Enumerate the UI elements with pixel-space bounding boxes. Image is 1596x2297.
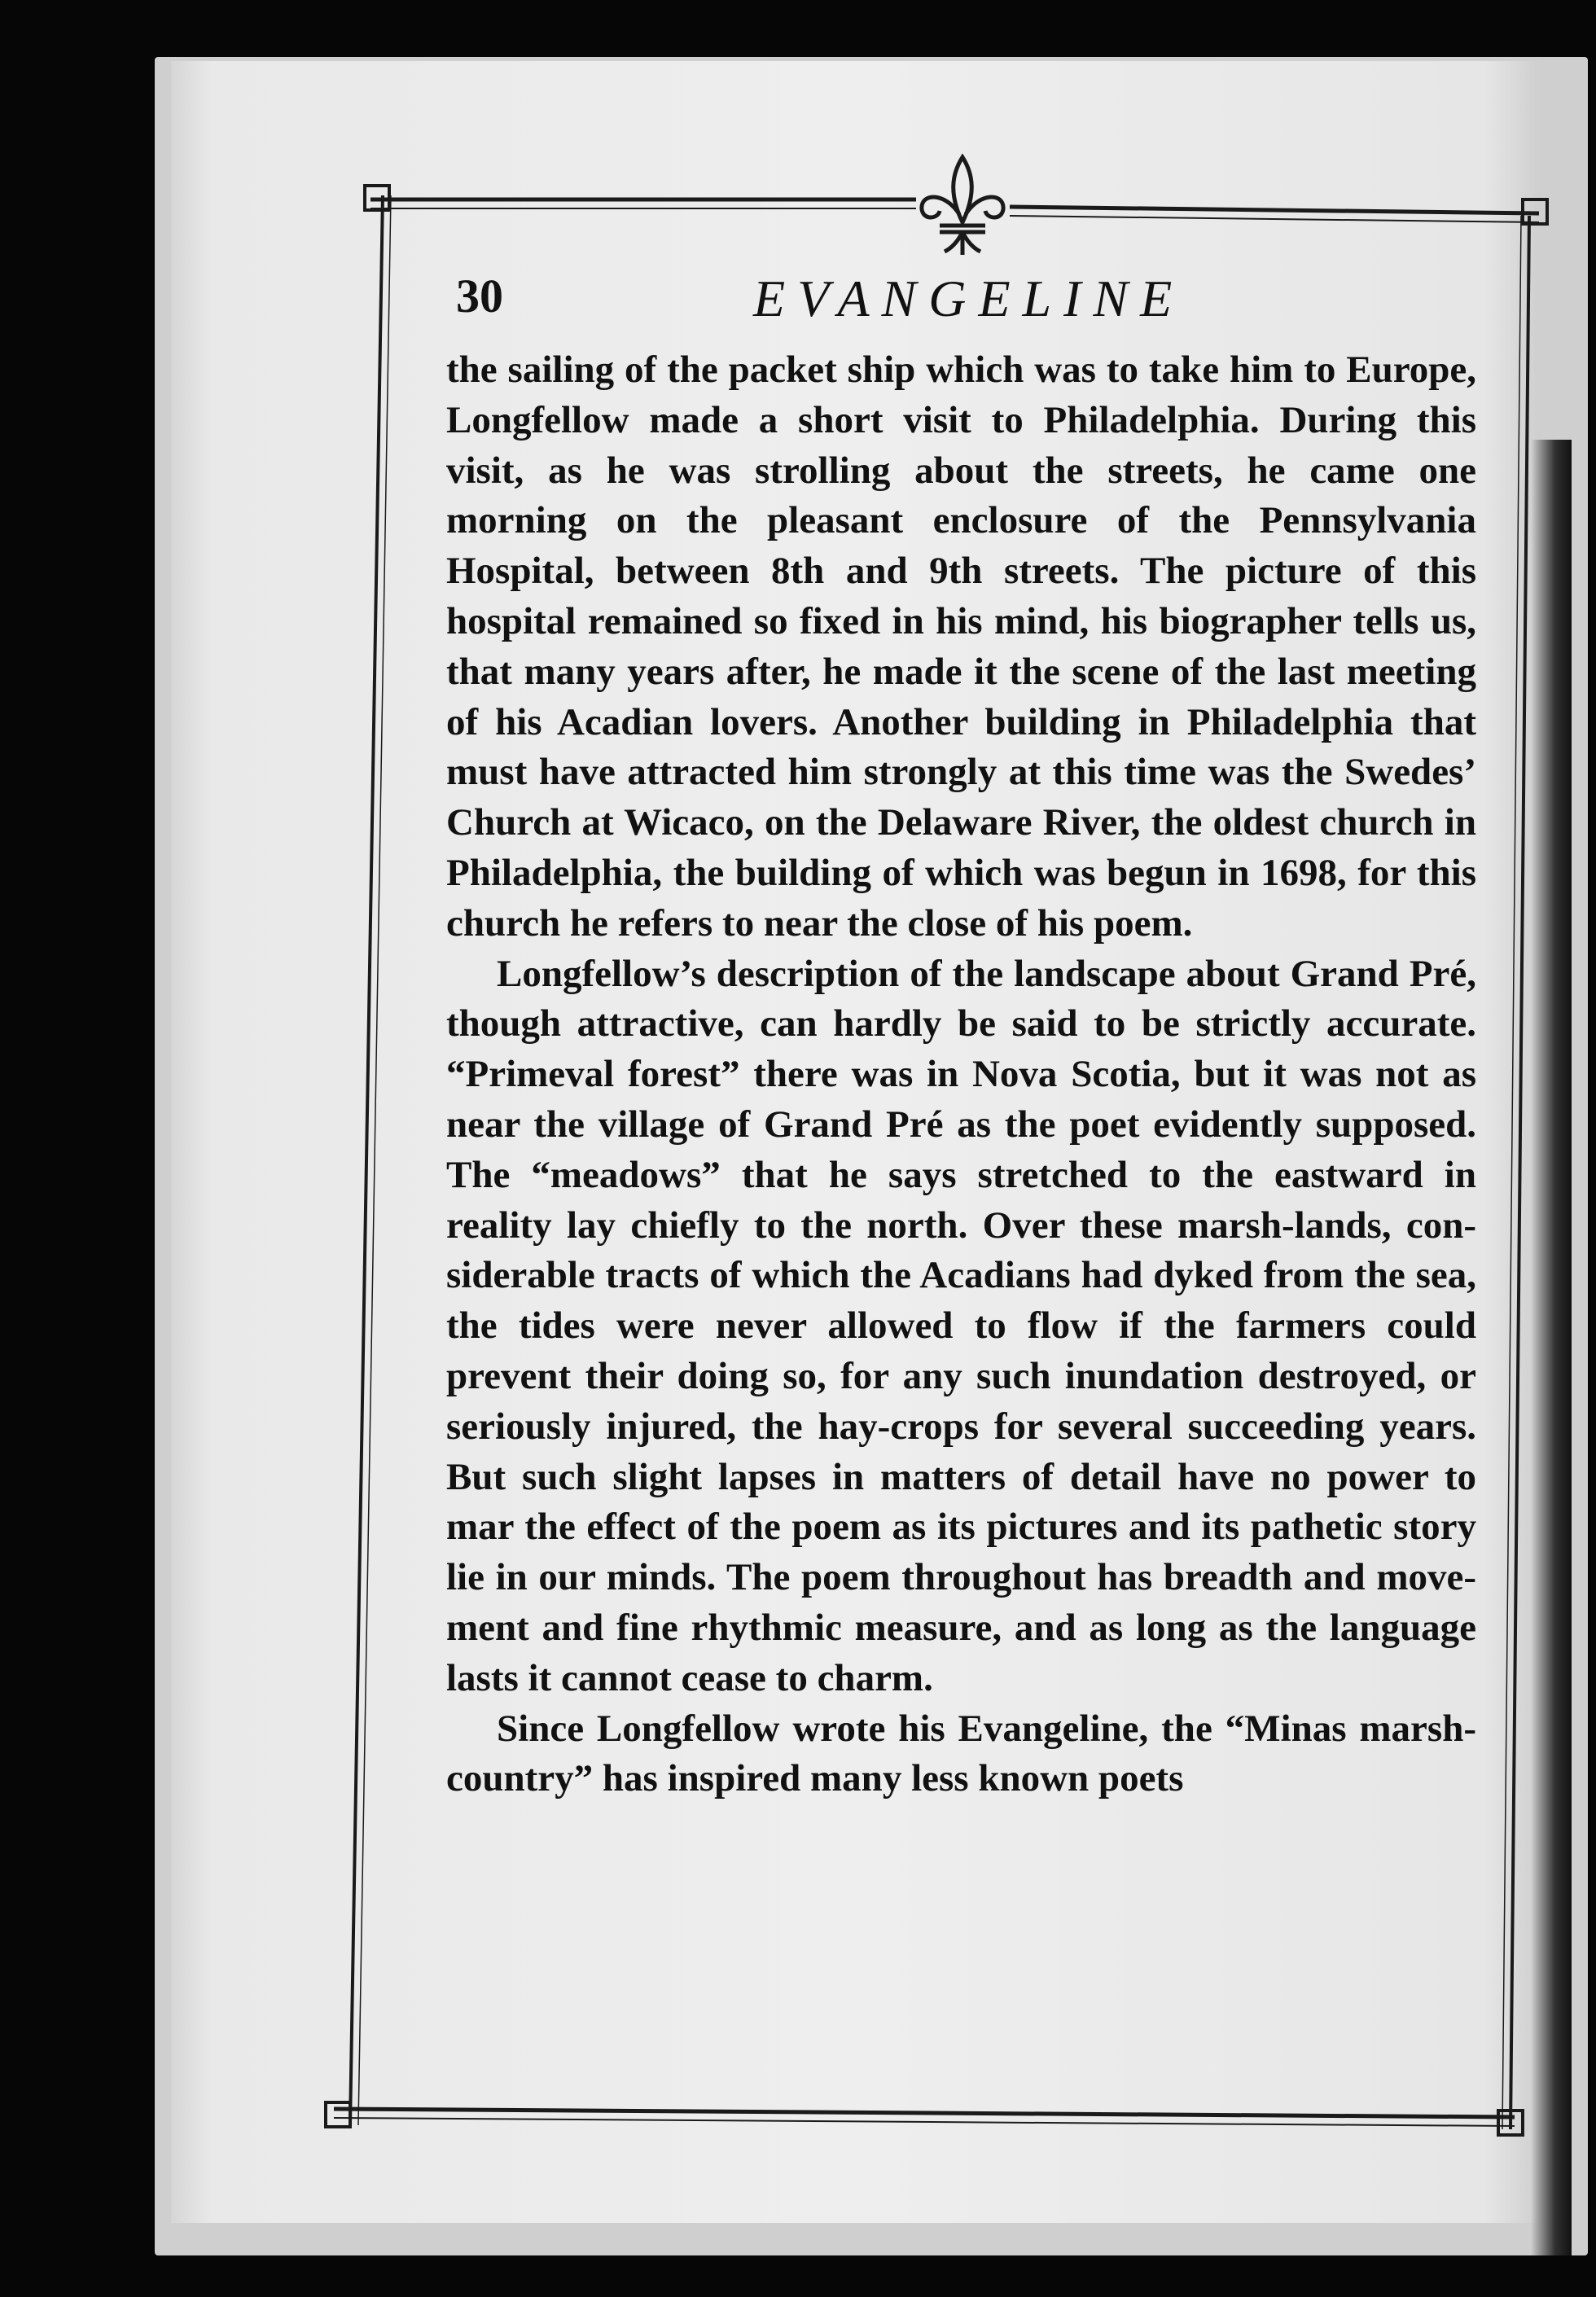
paragraph-1: the sailing of the packet ship which was to take him to Europe, Longfellow made a short visit to Philadelphia. During this visit, as he was strolling about the streets, he came one morning on the pleasant enclosure of the Pennsylvania Hospital, between 8th and 9th streets. The picture of this hospital remained so fixed in his mind, his biographer tells us, that many years after, he made it the scene of the last meeting of his Acadian lovers. Another building in Philadelphia that must have attracted him strongly at this time was the Swedes’ Church at Wicaco, on the Delaware River, the oldest church in Philadelphia, the building of which was begun in 1698, for this church he refers to near the close of his poem. <box>446 348 1476 945</box>
paragraph-3: Since Longfellow wrote his Evangeline, the “Minas marsh-country” has inspired many less known poets <box>446 1707 1476 1800</box>
corner-ornament-bottom-left <box>326 2102 350 2127</box>
body-text <box>446 345 1476 1804</box>
page-number: 30 <box>456 270 503 322</box>
fleur-de-lis-icon <box>912 151 1014 265</box>
running-title: EVANGELINE <box>753 270 1185 327</box>
paragraph-2: Longfellow’s description of the landscape about Grand Pré, though attractive, can hardly be said to be strictly accurate. “Primeval forest” there was in Nova Scotia, but it was not as near the village of Grand Pré as the poet evidently supposed. The “meadows” that he says stretched to the eastward in reality lay chiefly to the north. Over these marsh-lands, considerable tracts of which the Acadians had dyked from the sea, the tides were never allowed to flow if the farmers could prevent their doing so, for any such inundation destroyed, or seriously injured, the hay-crops for several succeeding years. But such slight lapses in matters of detail have no power to mar the effect of the poem as its pictures and its pathetic story lie in our minds. The poem throughout has breadth and movement and fine rhythmic measure, and as long as the language lasts it cannot cease to charm. <box>446 952 1476 1699</box>
page-header <box>456 269 1270 334</box>
